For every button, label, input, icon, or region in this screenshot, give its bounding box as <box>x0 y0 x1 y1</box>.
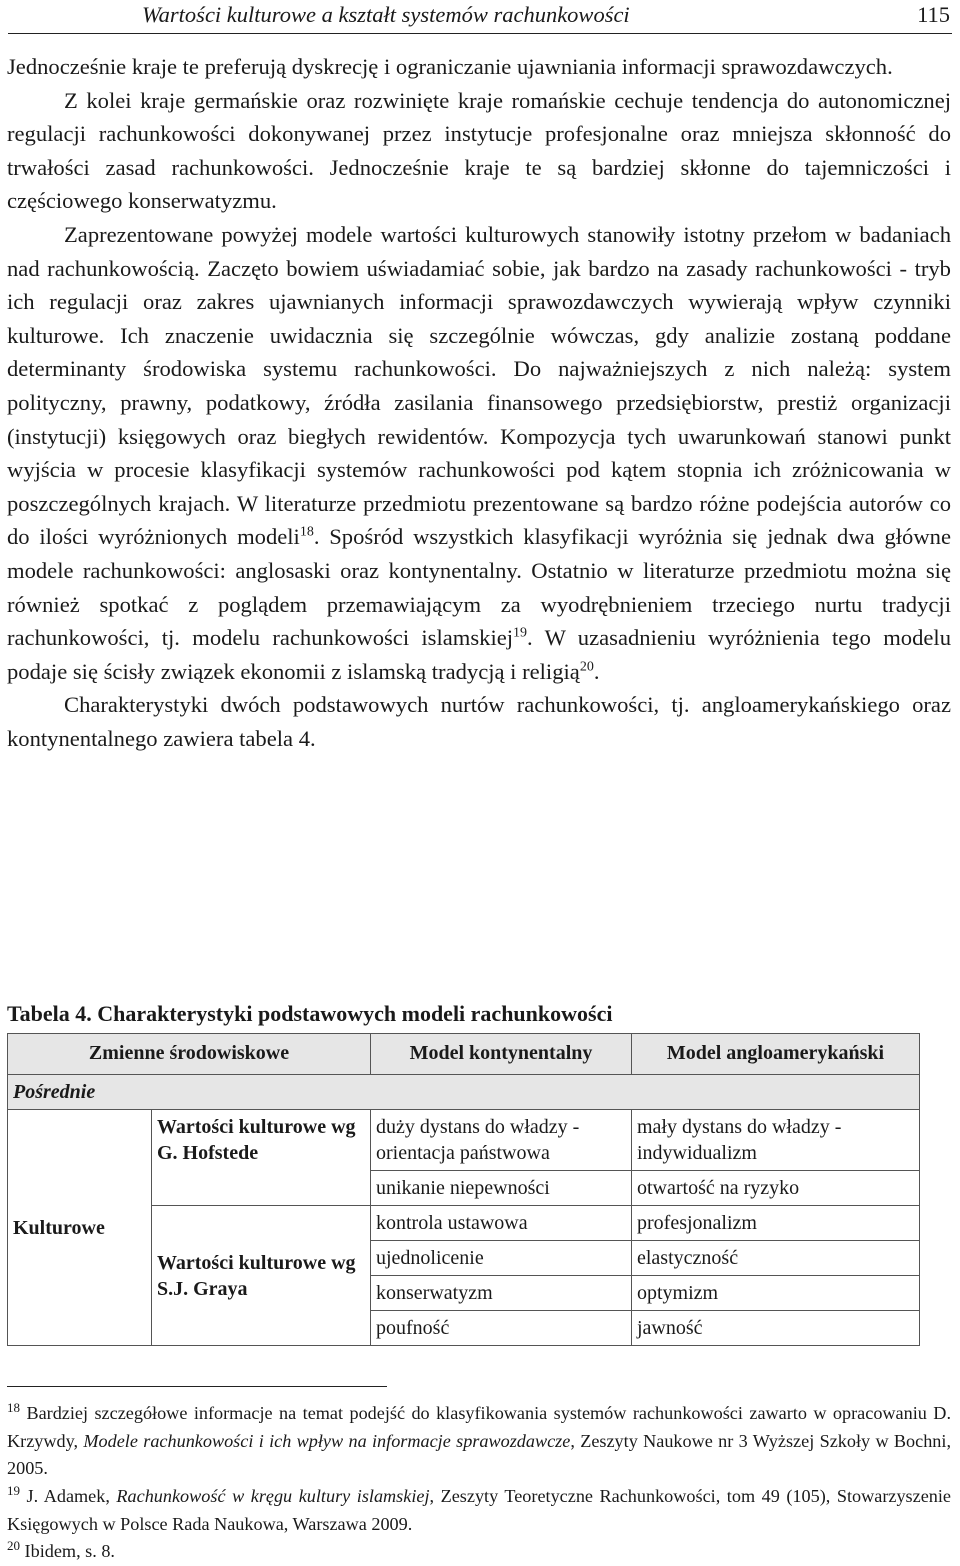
paragraph-3-a: Zaprezentowane powyżej modele wartości kulturowych stanowiły istotny przełom w badaniach nad rachunkowością. <box>7 221 951 281</box>
footnote-ref-20[interactable]: 20 <box>579 659 594 675</box>
paragraph-4: Charakterystyki dwóch podstawowych nurtów rachunkowości, tj. angloamerykańskiego oraz kontynentalnego zawiera tabela 4. <box>7 692 951 751</box>
paragraph-3-b: Zaczęto bowiem uświadamiać sobie, jak bardzo na zasady rachunkowości - tryb ich regulacji oraz zakres ujawnianych informacji sprawozdawczych wywierają wpływ czynniki kulturowe. Ich znaczenie uwidacznia się szczególnie wówczas, gdy analizie zostaną poddane determinanty środowiska systemu rachunkowości. Do najważniejszych z nich należą: system polityczny, prawny, podatkowy, źródła zasilania finansowego przedsiębiorstw, prestiż organizacji (instytucji) księgowych oraz biegłych rewidentów. Kompozycja tych uwarunkowań stanowi punkt wyjścia w procesie klasyfikacji systemów rachunkowości pod kątem stopnia ich zróżnicowania w poszczególnych krajach. W literaturze przedmiotu prezentowane są bardzo różne podejścia autorów co do ilości wyróżnionych modeli <box>7 255 951 550</box>
table-header-row <box>8 1034 920 1075</box>
running-header <box>0 0 960 36</box>
table-caption: Tabela 4. Charakterystyki podstawowych modeli rachunkowości <box>7 1001 613 1026</box>
running-title: Wartości kulturowe a kształt systemów rachunkowości <box>142 2 630 27</box>
footnote-number: 19 <box>7 1482 20 1498</box>
table-cell: otwartość na ryzyko <box>632 1171 920 1206</box>
body-text <box>7 50 951 755</box>
footnote-title: Rachunkowość w kręgu kultury islamskiej <box>116 1486 430 1506</box>
footnote-number: 18 <box>7 1399 20 1415</box>
footnote-19 <box>7 1483 951 1538</box>
table-cell: profesjonalizm <box>632 1206 920 1241</box>
footnote-18 <box>7 1400 951 1483</box>
table-cell: kontrola ustawowa <box>371 1206 632 1241</box>
table-cell: elastyczność <box>632 1241 920 1276</box>
footnote-text: , Zeszyty Teoretyczne Rachunkowości, tom 49 (105), Stowarzyszenie Księgowych w Polsce Rada Naukowa, Warszawa 2009. <box>7 1486 951 1534</box>
paragraph-1: Jednocześnie kraje te preferują dyskrecję i ograniczanie ujawniania informacji sprawozdawczych. <box>7 54 893 79</box>
footnote-ref-18[interactable]: 18 <box>299 524 314 540</box>
paragraph-3-d: . W uzasadnieniu wyróżnienia tego modelu podaje się ścisły związek ekonomii z islamską tradycją i religią <box>7 625 952 684</box>
paragraph-3 <box>7 218 951 688</box>
footnote-text: Ibidem, s. 8. <box>24 1541 115 1561</box>
header-zmienne: Zmienne środowiskowe <box>8 1034 371 1075</box>
footnote-rule <box>7 1386 387 1387</box>
table-cell: unikanie niepewności <box>371 1171 632 1206</box>
header-angloamerykanski: Model angloamerykański <box>632 1034 920 1075</box>
group-gray: Wartości kulturowe wg S.J. Graya <box>152 1206 371 1346</box>
footnote-text: J. Adamek, <box>26 1486 117 1506</box>
paragraph-3-e: . <box>593 658 600 684</box>
footnote-text: , Zeszyty Naukowe nr 3 Wyższej Szkoły w Bochni, 2005. <box>7 1430 951 1478</box>
section-posrednie: Pośrednie <box>8 1075 920 1110</box>
table-cell: poufność <box>371 1311 632 1346</box>
footnote-20 <box>7 1538 951 1566</box>
table-row <box>8 1110 920 1171</box>
table-4 <box>7 1033 920 1346</box>
category-kulturowe: Kulturowe <box>8 1110 152 1346</box>
group-hofstede: Wartości kulturowe wg G. Hofstede <box>152 1110 371 1206</box>
table-cell: mały dystans do władzy - indywidualizm <box>632 1110 920 1171</box>
table-section-row <box>8 1075 920 1110</box>
paragraph-3-c: . Spośród wszystkich klasyfikacji wyróżnia się jednak dwa główne modele rachunkowości: anglosaski oraz kontynentalny. Ostatnio w literaturze przedmiotu można się również spotkać z poglądem przemawiającym za wyodrębnieniem trzeciego nurtu tradycji rachunkowości, tj. modelu rachunkowości islamskiej <box>7 524 951 651</box>
header-rule <box>8 33 952 34</box>
page-number: 115 <box>917 2 950 27</box>
table-cell: ujednolicenie <box>371 1241 632 1276</box>
table-cell: optymizm <box>632 1276 920 1311</box>
footnote-text: Bardziej szczegółowe informacje na temat podejść do klasyfikowania systemów rachunkowości zawarto w opracowaniu D. Krzywdy, <box>7 1403 951 1451</box>
paragraph-2 <box>7 84 951 218</box>
footnote-ref-19[interactable]: 19 <box>513 625 528 641</box>
paragraph-2-a: Z kolei kraje germańskie oraz rozwinięte kraje romańskie cechuje tendencja do autonomicznej regulacji rachunkowości dokonywanej przez instytucje profesjonalne oraz mniejsza skłonność do trwałości zasad rachunkowości. <box>7 87 951 180</box>
table-cell: jawność <box>632 1311 920 1346</box>
table-cell: duży dystans do władzy - orientacja państwowa <box>371 1110 632 1171</box>
paragraph-2-b: Jednocześnie kraje te są bardziej skłonne do tajemniczości i częściowego konserwatyzmu. <box>7 154 951 214</box>
footnote-number: 20 <box>7 1537 20 1553</box>
header-kontynentalny: Model kontynentalny <box>371 1034 632 1075</box>
table-cell: konserwatyzm <box>371 1276 632 1311</box>
footnote-title: Modele rachunkowości i ich wpływ na informacje sprawozdawcze <box>83 1430 571 1451</box>
